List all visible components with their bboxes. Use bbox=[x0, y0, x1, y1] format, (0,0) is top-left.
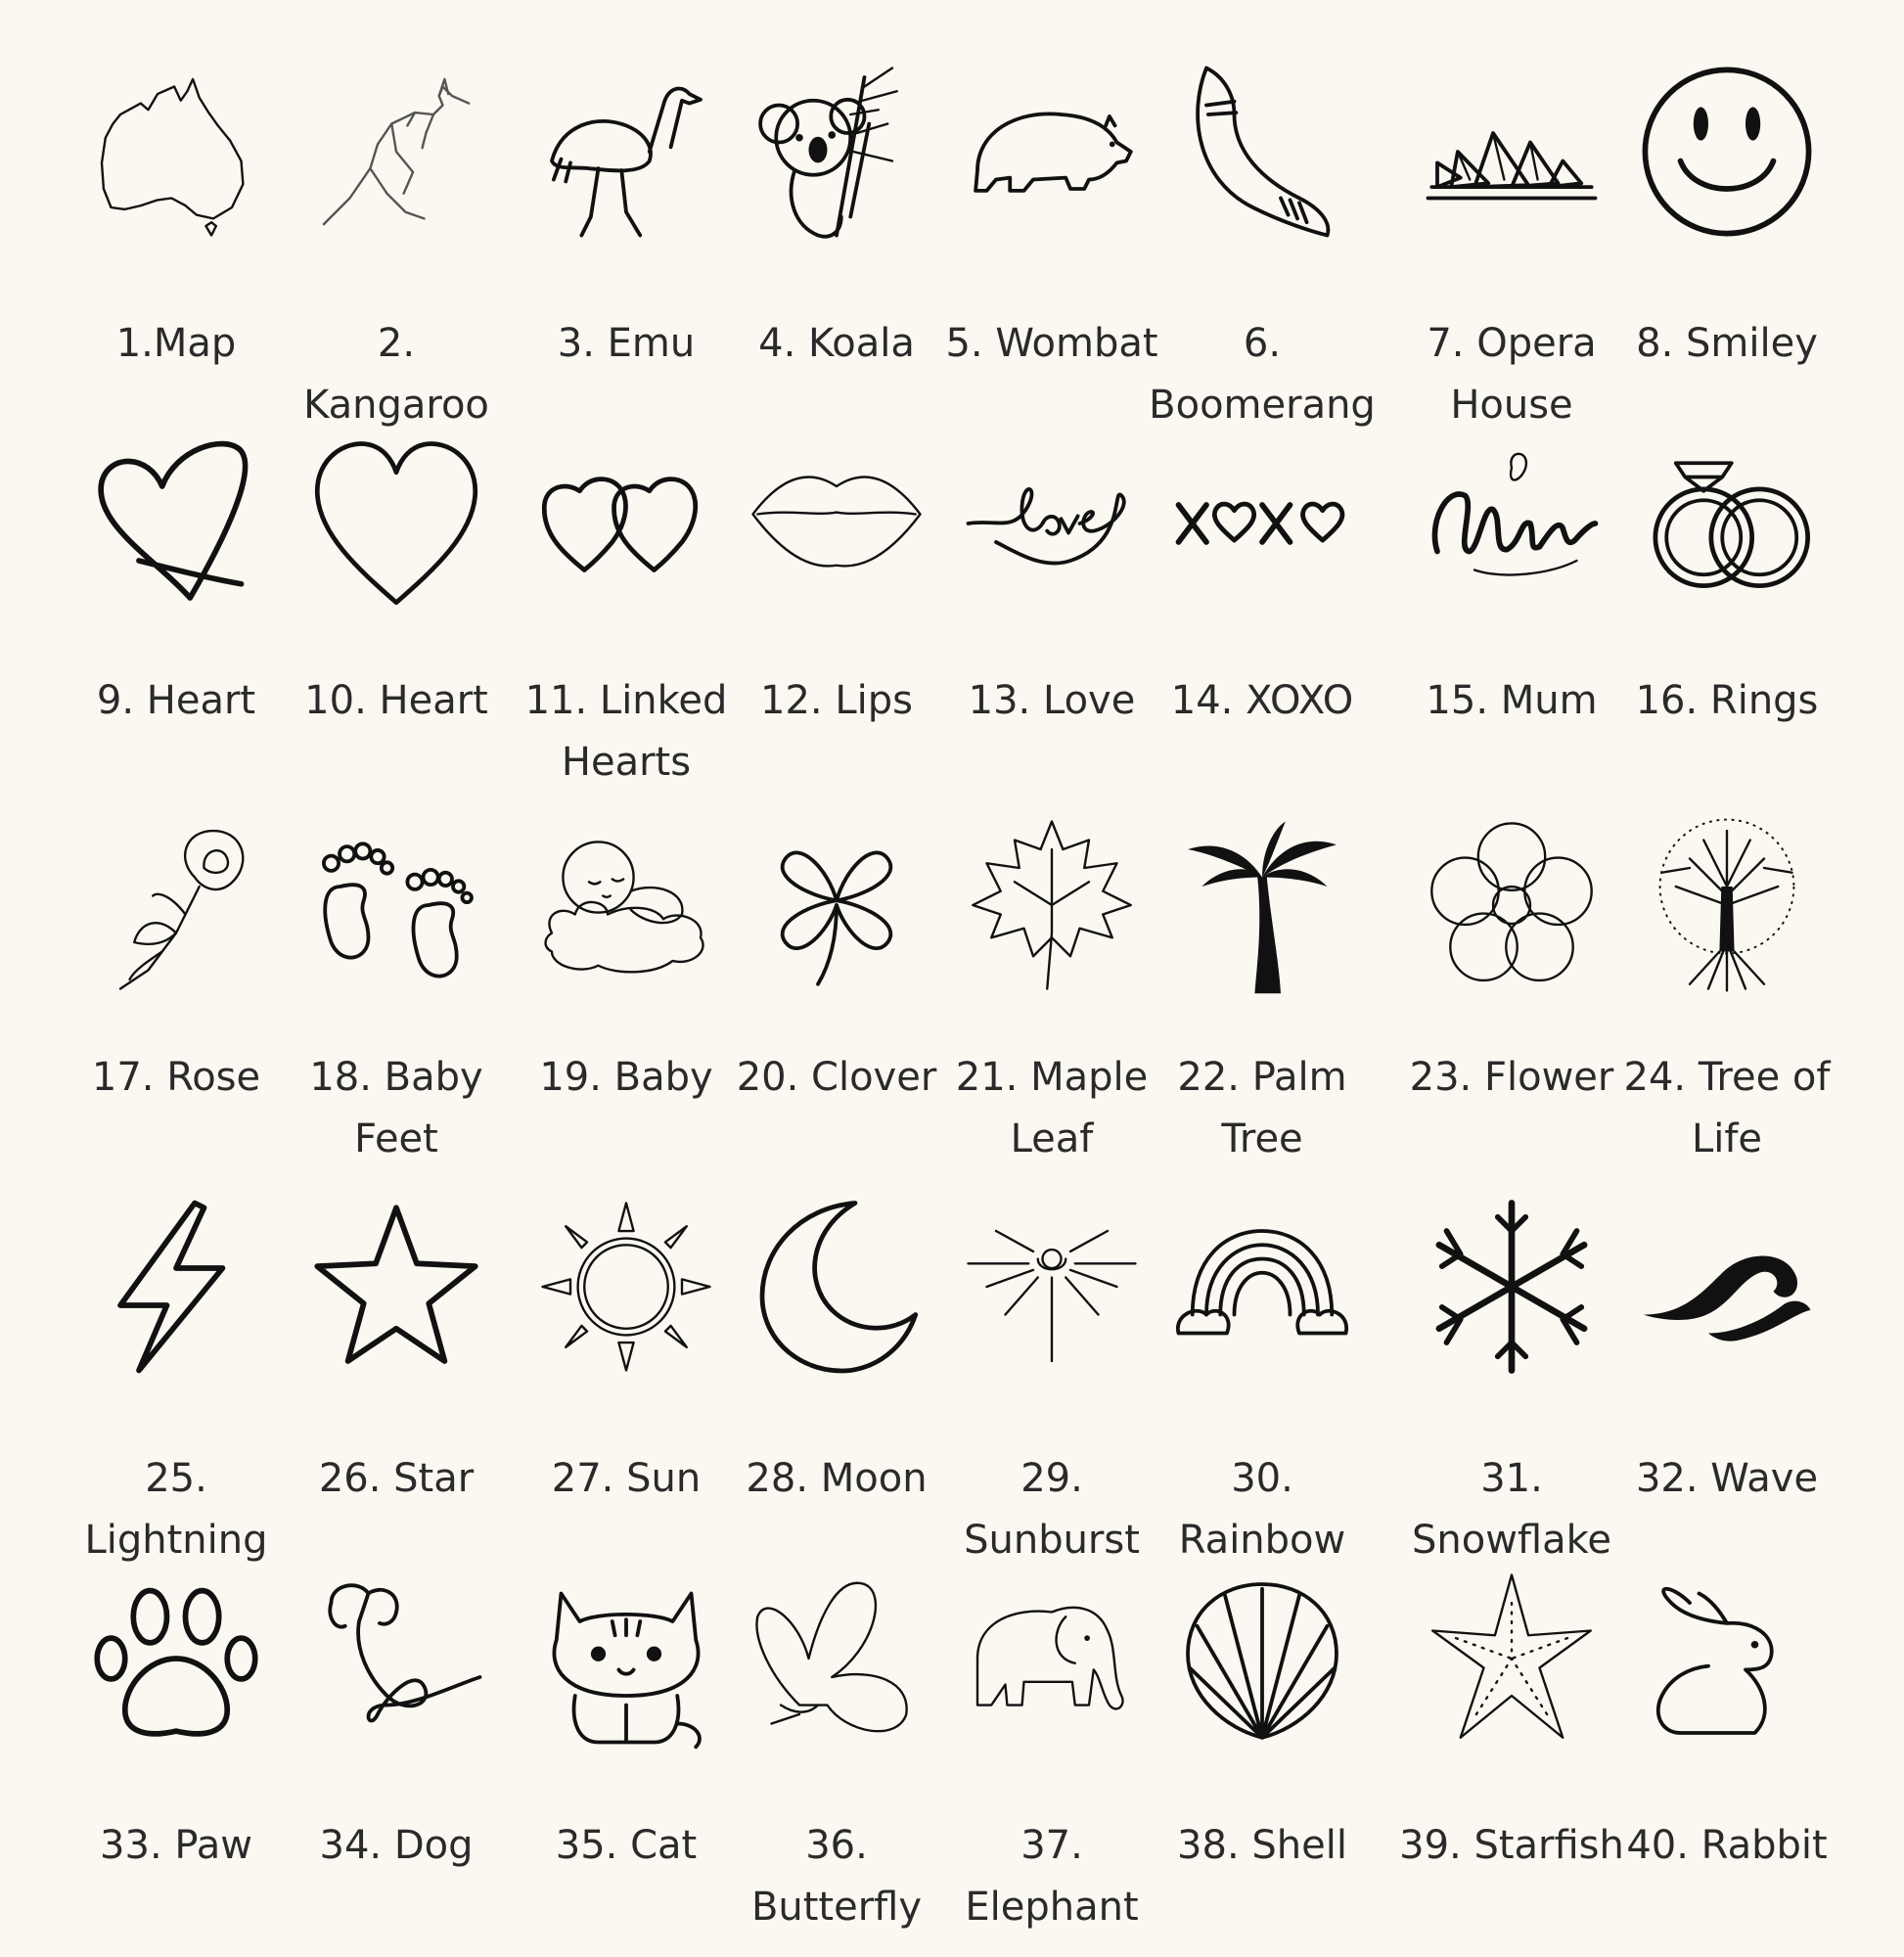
symbol-item bbox=[719, 812, 954, 1204]
star-icon bbox=[303, 1194, 489, 1380]
symbol-item bbox=[509, 812, 744, 1204]
emu-icon bbox=[533, 59, 719, 245]
rose-icon bbox=[83, 812, 269, 998]
love-script-icon bbox=[959, 431, 1145, 616]
symbol-label: 23. Flower bbox=[1409, 1055, 1614, 1100]
symbol-label: 7. Opera House bbox=[1427, 321, 1597, 428]
symbol-label: 30. Rainbow bbox=[1178, 1456, 1346, 1563]
symbol-item bbox=[1394, 1566, 1629, 1957]
symbol-item bbox=[1394, 1194, 1629, 1585]
starfish-icon bbox=[1419, 1566, 1605, 1752]
dog-icon bbox=[303, 1566, 489, 1752]
symbol-item bbox=[934, 812, 1169, 1204]
kangaroo-icon bbox=[303, 59, 489, 245]
symbol-label: 10. Heart bbox=[304, 678, 488, 723]
symbol-label: 4. Koala bbox=[758, 321, 915, 366]
symbol-item bbox=[279, 431, 514, 822]
symbol-label: 15. Mum bbox=[1426, 678, 1598, 723]
rainbow-icon bbox=[1169, 1194, 1355, 1380]
symbol-label: 6. Boomerang bbox=[1149, 321, 1376, 428]
symbol-label: 25. Lightning bbox=[84, 1456, 268, 1563]
symbol-item bbox=[1609, 431, 1844, 822]
symbol-label: 40. Rabbit bbox=[1626, 1823, 1828, 1868]
sleeping-baby-icon bbox=[533, 812, 719, 998]
symbol-item bbox=[1145, 431, 1380, 822]
symbol-item bbox=[719, 1566, 954, 1957]
australia-map-icon bbox=[83, 59, 269, 245]
symbol-item bbox=[509, 1566, 744, 1957]
symbol-label: 35. Cat bbox=[555, 1823, 698, 1868]
symbol-item bbox=[509, 59, 744, 450]
flower-icon bbox=[1419, 812, 1605, 998]
symbol-item bbox=[1145, 1566, 1380, 1957]
tree-of-life-icon bbox=[1634, 812, 1820, 998]
rabbit-icon bbox=[1634, 1566, 1820, 1752]
symbol-label: 32. Wave bbox=[1635, 1456, 1819, 1501]
symbol-item bbox=[279, 1566, 514, 1957]
symbol-label: 14. XOXO bbox=[1170, 678, 1354, 723]
symbol-label: 12. Lips bbox=[760, 678, 913, 723]
symbol-label: 18. Baby Feet bbox=[309, 1055, 483, 1161]
symbol-item bbox=[719, 59, 954, 450]
symbol-label: 29. Sunburst bbox=[964, 1456, 1140, 1563]
symbol-item bbox=[1609, 1194, 1844, 1585]
symbol-label: 31. Snowflake bbox=[1412, 1456, 1611, 1563]
mum-script-icon bbox=[1419, 431, 1605, 616]
lips-icon bbox=[744, 431, 929, 616]
heart-icon bbox=[303, 431, 489, 616]
symbol-label: 38. Shell bbox=[1177, 1823, 1347, 1868]
symbol-label: 11. Linked Hearts bbox=[524, 678, 728, 785]
symbol-item bbox=[1145, 1194, 1380, 1585]
baby-feet-icon bbox=[303, 812, 489, 998]
opera-house-icon bbox=[1419, 59, 1605, 245]
symbol-label: 13. Love bbox=[968, 678, 1136, 723]
clover-icon bbox=[744, 812, 929, 998]
symbol-label: 17. Rose bbox=[91, 1055, 261, 1100]
symbol-item bbox=[59, 1566, 294, 1957]
butterfly-icon bbox=[744, 1566, 929, 1752]
boomerang-icon bbox=[1169, 59, 1355, 245]
symbol-item bbox=[1609, 59, 1844, 450]
snowflake-icon bbox=[1419, 1194, 1605, 1380]
symbol-item bbox=[59, 812, 294, 1204]
symbol-label: 16. Rings bbox=[1635, 678, 1819, 723]
elephant-icon bbox=[959, 1566, 1145, 1752]
symbol-item bbox=[279, 812, 514, 1204]
rings-icon bbox=[1634, 431, 1820, 616]
symbol-label: 3. Emu bbox=[557, 321, 696, 366]
symbol-item bbox=[1394, 812, 1629, 1204]
symbol-item bbox=[719, 1194, 954, 1585]
symbol-item bbox=[1145, 812, 1380, 1204]
lightning-icon bbox=[83, 1194, 269, 1380]
symbol-label: 22. Palm Tree bbox=[1177, 1055, 1347, 1161]
wombat-icon bbox=[959, 59, 1145, 245]
sun-icon bbox=[533, 1194, 719, 1380]
symbol-item bbox=[279, 59, 514, 450]
symbol-item bbox=[1394, 59, 1629, 450]
linked-hearts-icon bbox=[533, 431, 719, 616]
symbol-label: 8. Smiley bbox=[1636, 321, 1818, 366]
wave-icon bbox=[1634, 1194, 1820, 1380]
symbol-label: 36. Butterfly bbox=[750, 1823, 923, 1930]
symbol-item bbox=[1609, 812, 1844, 1204]
symbol-label: 33. Paw bbox=[100, 1823, 252, 1868]
symbol-label: 19. Baby bbox=[539, 1055, 713, 1100]
symbol-item bbox=[279, 1194, 514, 1585]
scribble-heart-icon bbox=[83, 431, 269, 616]
symbol-item bbox=[719, 431, 954, 822]
symbol-label: 20. Clover bbox=[736, 1055, 937, 1100]
symbol-label: 27. Sun bbox=[551, 1456, 702, 1501]
symbol-label: 2. Kangaroo bbox=[303, 321, 489, 428]
symbol-label: 28. Moon bbox=[746, 1456, 928, 1501]
symbol-item bbox=[934, 431, 1169, 822]
symbol-item bbox=[1394, 431, 1629, 822]
symbol-label: 24. Tree of Life bbox=[1623, 1055, 1831, 1161]
koala-icon bbox=[744, 59, 929, 245]
symbol-label: 21. Maple Leaf bbox=[955, 1055, 1149, 1161]
symbol-item bbox=[934, 1566, 1169, 1957]
symbol-item bbox=[1609, 1566, 1844, 1957]
moon-icon bbox=[744, 1194, 929, 1380]
xoxo-icon bbox=[1169, 431, 1355, 616]
symbol-item bbox=[934, 1194, 1169, 1585]
symbol-item bbox=[59, 431, 294, 822]
symbol-label: 1.Map bbox=[115, 321, 237, 366]
symbol-item bbox=[1145, 59, 1380, 450]
shell-icon bbox=[1169, 1566, 1355, 1752]
paw-icon bbox=[83, 1566, 269, 1752]
smiley-icon bbox=[1634, 59, 1820, 245]
palm-tree-icon bbox=[1169, 812, 1355, 998]
symbol-item bbox=[59, 1194, 294, 1585]
symbol-item bbox=[509, 431, 744, 822]
symbol-item bbox=[509, 1194, 744, 1585]
sunburst-icon bbox=[959, 1194, 1145, 1380]
symbol-label: 9. Heart bbox=[96, 678, 256, 723]
maple-leaf-icon bbox=[959, 812, 1145, 998]
cat-icon bbox=[533, 1566, 719, 1752]
symbol-label: 39. Starfish bbox=[1399, 1823, 1624, 1868]
symbol-label: 34. Dog bbox=[319, 1823, 474, 1868]
symbol-item bbox=[59, 59, 294, 450]
symbol-item bbox=[934, 59, 1169, 450]
symbol-label: 37. Elephant bbox=[965, 1823, 1139, 1930]
symbol-label: 26. Star bbox=[318, 1456, 475, 1501]
symbol-label: 5. Wombat bbox=[945, 321, 1158, 366]
